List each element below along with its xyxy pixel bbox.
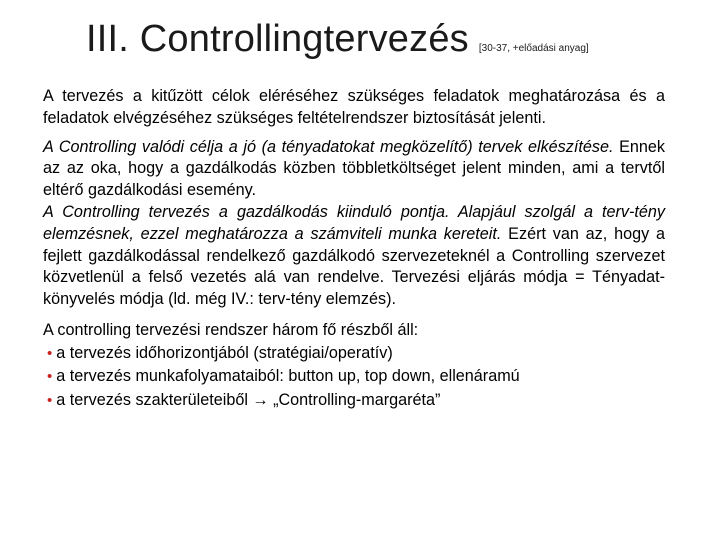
slide-title: III. Controllingtervezés (86, 18, 469, 60)
list-item-text: a tervezés szakterületeiből → „Controlling-margaréta” (56, 390, 441, 409)
paragraph-starting-point-rest: Ezért van az, hogy a fejlett gazdálkodással rendelkező gazdálkodó szervezeteknél a Controlling szervezet közvetlenül a felső vezetés alá van rendelve. Tervezési eljárás módja = Tényadat-könyvelés módja (ld. még IV.: terv-tény elemzés). (43, 224, 666, 309)
list-item-text: a tervezés munkafolyamataiból: button up, top down, ellenáramú (56, 367, 520, 386)
slide-title-reference: [30-37, +előadási anyag] (478, 43, 589, 54)
bullet-list (43, 342, 665, 413)
paragraph-starting-point-italic: A Controlling tervezés a gazdálkodás kiinduló pontja. Alapjául szolgál a terv-tény elemzésnek, ezzel meghatározza a számviteli munka kereteit. (43, 202, 665, 243)
paragraph-purpose (43, 137, 665, 202)
slide-body (43, 86, 665, 412)
paragraph-starting-point (43, 202, 665, 311)
paragraph-definition: A tervezés a kitűzött célok eléréséhez szükséges feladatok meghatározása és a feladatok elvégzéséhez szükséges feltételrendszer biztosítását jelenti. (43, 87, 665, 127)
list-item (47, 342, 665, 366)
list-item (47, 365, 665, 389)
slide-title-row (86, 18, 589, 61)
bullet-icon: • (47, 391, 53, 409)
paragraph-purpose-italic: A Controlling valódi célja a jó (a tényadatokat megközelítő) tervek elkészítése. (43, 137, 614, 156)
bullet-icon: • (47, 344, 53, 362)
list-intro: A controlling tervezési rendszer három fő részből áll: (43, 320, 419, 339)
bullet-icon: • (47, 368, 53, 386)
list-item (47, 389, 665, 413)
paragraph-purpose-rest: Ennek az az oka, hogy a gazdálkodás közben többletköltséget jelent minden, ami a tervtől eltérő gazdálkodási esemény. (43, 137, 665, 200)
list-item-text: a tervezés időhorizontjából (stratégiai/operatív) (56, 343, 393, 362)
